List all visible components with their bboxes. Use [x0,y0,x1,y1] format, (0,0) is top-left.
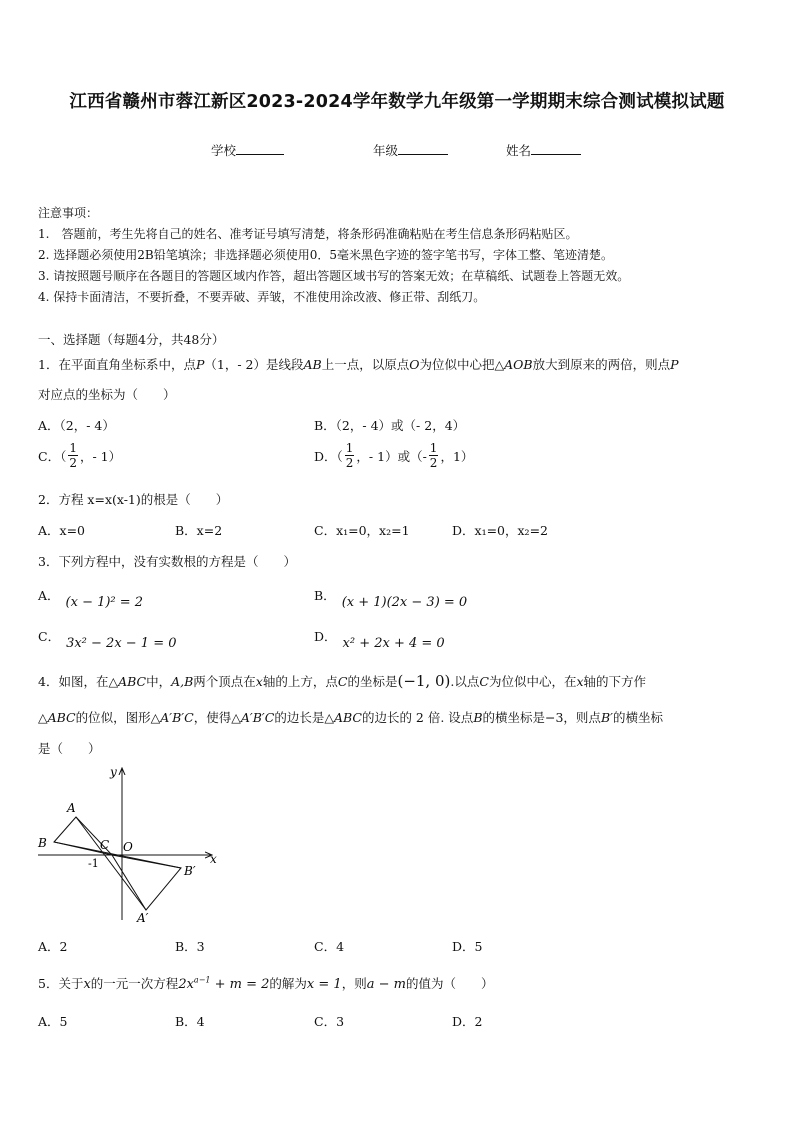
q4-option-d[interactable]: D．5 [452,939,483,954]
school-field[interactable] [211,141,284,159]
q1-option-a[interactable]: A．（2，- 4） [38,418,115,433]
question-4-figure [34,760,224,930]
name-label: 姓名 [506,143,532,158]
label-y: y [110,765,117,779]
label-x: x [210,852,217,866]
grade-field[interactable] [373,141,448,159]
q1-option-c[interactable]: C．（ $\frac{1}{2}$ ，- 1） [38,441,122,470]
question-3-stem: 3．下列方程中，没有实数根的方程是（ ） [38,554,296,569]
note-item: 4. 保持卡面清洁，不要折叠，不要弄破、弄皱，不准使用涂改液、修正带、刮纸刀。 [38,290,486,304]
q3-option-b[interactable]: B． (x + 1)(2x − 3) = 0 [314,588,468,610]
q3-option-a[interactable]: A． (x − 1)² = 2 [38,588,144,610]
section-heading: 一、选择题（每题4分，共48分） [38,332,225,347]
question-4-line1: 4．如图，在△ABC中，A,B两个顶点在x轴的上方，点C的坐标是(−1, 0).以点C为位似中心，在x轴的下方作 [38,672,647,690]
question-5-stem: 5．关于x的一元一次方程$2x^{a-1} + m = 2$的解为x = 1，则a − m的值为（ ） [38,975,494,992]
q5-option-d[interactable]: D．2 [452,1014,483,1029]
name-field[interactable] [506,141,581,159]
q5-option-a[interactable]: A．5 [38,1014,68,1029]
label-b: B [38,836,47,850]
q1-option-d[interactable]: D．（ $\frac{1}{2}$ ，- 1）或（- $\frac{1}{2}$ ，1） [314,441,474,470]
q4-option-c[interactable]: C．4 [314,939,345,954]
label-a: A [67,801,76,815]
school-label: 学校 [211,143,237,158]
q1-option-b[interactable]: B．（2，- 4）或（- 2，4） [314,418,466,433]
q3-option-c[interactable]: C． 3x² − 2x − 1 = 0 [38,629,177,651]
grade-label: 年级 [373,143,399,158]
grade-blank[interactable] [398,142,448,155]
name-blank[interactable] [531,142,581,155]
note-item: 3. 请按照题号顺序在各题目的答题区域内作答，超出答题区域书写的答案无效；在草稿纸、试题卷上答题无效。 [38,269,630,283]
notes-heading: 注意事项： [38,206,99,220]
label-c: C [100,838,110,852]
q2-option-b[interactable]: B．x=2 [175,523,223,538]
question-4-line3: 是（ ） [38,741,101,756]
question-4-line2: △ABC的位似，图形△A′B′C，使得△A′B′C的边长是△ABC的边长的 2 倍. 设点B的横坐标是−3，则点B′的横坐标 [38,710,663,725]
q4-option-a[interactable]: A．2 [38,939,68,954]
school-blank[interactable] [236,142,284,155]
q5-option-c[interactable]: C．3 [314,1014,345,1029]
q2-option-d[interactable]: D．x₁=0，x₂=2 [452,523,548,538]
label-b-prime: B′ [184,864,196,878]
note-item: 2. 选择题必须使用2B铅笔填涂；非选择题必须使用0．5毫米黑色字迹的签字笔书写，字体工整、笔迹清楚。 [38,248,613,262]
label-a-prime: A′ [137,911,149,925]
q4-option-b[interactable]: B．3 [175,939,205,954]
q2-option-c[interactable]: C．x₁=0，x₂=1 [314,523,410,538]
q3-option-d[interactable]: D． x² + 2x + 4 = 0 [314,629,445,651]
question-1-line2: 对应点的坐标为（ ） [38,387,176,402]
question-2-stem: 2．方程 x=x(x-1)的根是（ ） [38,492,229,507]
label-o: O [123,840,133,854]
q2-option-a[interactable]: A．x=0 [38,523,86,538]
label-minus-one: -1 [88,857,99,870]
q5-option-b[interactable]: B．4 [175,1014,205,1029]
question-1-line1: 1．在平面直角坐标系中，点P（1，- 2）是线段AB上一点，以原点O为位似中心把△AOB放大到原来的两倍，则点P [38,357,679,372]
note-item: 1. 答题前，考生先将自己的姓名、准考证号填写清楚，将条形码准确粘贴在考生信息条形码粘贴区。 [38,227,578,241]
page-title: 江西省赣州市蓉江新区2023-2024学年数学九年级第一学期期末综合测试模拟试题 [69,92,725,112]
line-a-aprime [76,817,146,910]
